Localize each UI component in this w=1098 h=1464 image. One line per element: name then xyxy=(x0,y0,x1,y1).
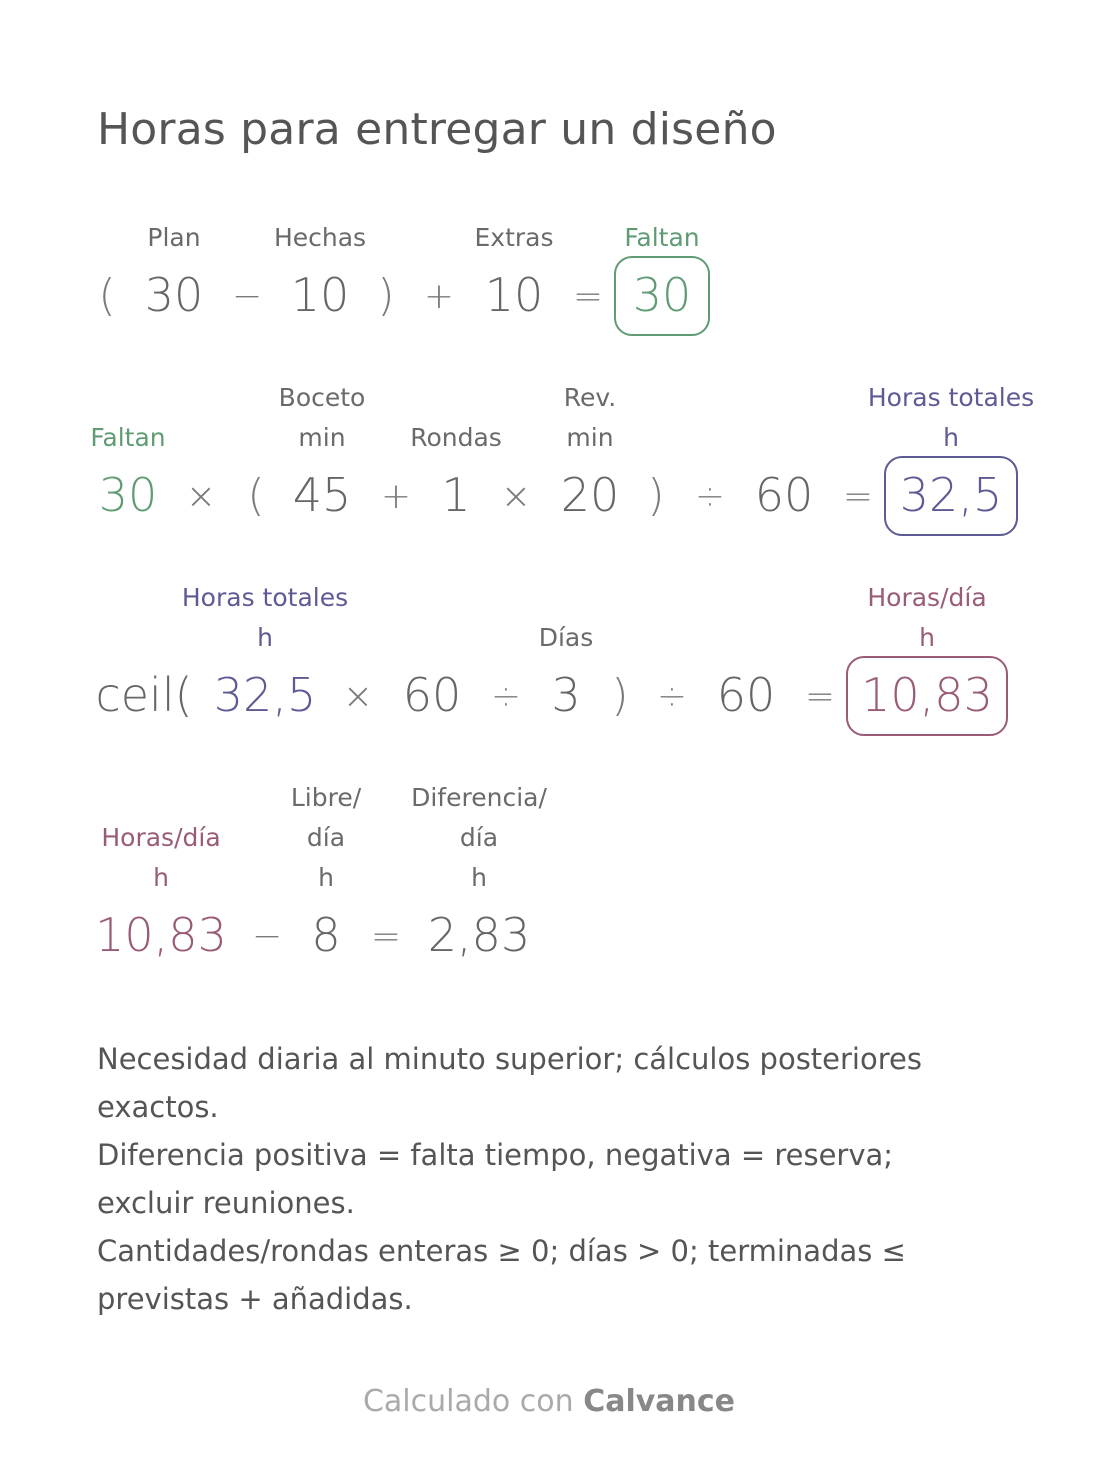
note-daily-need: Necesidad diaria al minuto superior; cálculos posteriores exactos. xyxy=(97,1042,922,1124)
label-horas-dia-unit: h xyxy=(153,863,169,892)
label-horas-totales-unit: h xyxy=(943,423,959,452)
value-boceto[interactable]: 45 xyxy=(292,468,352,522)
close-paren: ) xyxy=(647,470,665,521)
equals-sign: = xyxy=(842,476,874,517)
result-faltan: 30 xyxy=(632,268,692,322)
label-plan: Plan xyxy=(147,223,201,252)
note-difference: Diferencia positiva = falta tiempo, negativa = reserva; excluir reuniones. xyxy=(97,1138,894,1220)
value-horas-dia: 10,83 xyxy=(95,908,227,962)
label-horas-totales: Horas totales xyxy=(867,383,1035,412)
plus-operator: + xyxy=(423,276,455,317)
equals-sign: = xyxy=(804,676,836,717)
value-plan[interactable]: 30 xyxy=(144,268,204,322)
result-diferencia: 2,83 xyxy=(427,908,531,962)
label-libre-dia: día xyxy=(306,823,346,852)
value-horas-totales: 32,5 xyxy=(213,668,317,722)
label-diferencia-unit: h xyxy=(471,863,487,892)
divide-operator: ÷ xyxy=(656,676,688,717)
label-extras: Extras xyxy=(474,223,554,252)
label-libre-unit: h xyxy=(318,863,334,892)
divide-operator: ÷ xyxy=(694,476,726,517)
value-sixty: 60 xyxy=(716,668,776,722)
minus-operator: − xyxy=(251,916,283,957)
label-rev: Rev. xyxy=(563,383,617,412)
value-hechas[interactable]: 10 xyxy=(290,268,350,322)
note-constraints: Cantidades/rondas enteras ≥ 0; días > 0; terminadas ≤ previstas + añadidas. xyxy=(97,1234,906,1316)
equals-sign: = xyxy=(370,916,402,957)
value-rev[interactable]: 20 xyxy=(560,468,620,522)
result-horas-totales: 32,5 xyxy=(899,468,1003,522)
equals-sign: = xyxy=(572,276,604,317)
ceil-function: ceil( xyxy=(95,668,193,722)
label-dias: Días xyxy=(538,623,594,652)
times-operator: × xyxy=(500,476,532,517)
close-paren: ) xyxy=(377,270,395,321)
open-paren: ( xyxy=(98,270,116,321)
label-faltan: Faltan xyxy=(624,223,700,252)
value-sixty: 60 xyxy=(754,468,814,522)
times-operator: × xyxy=(185,476,217,517)
divide-operator: ÷ xyxy=(490,676,522,717)
label-rev-unit: min xyxy=(566,423,614,452)
label-boceto: Boceto xyxy=(278,383,366,412)
value-dias[interactable]: 3 xyxy=(551,668,581,722)
label-diferencia: Diferencia/ xyxy=(411,783,547,812)
times-operator: × xyxy=(342,676,374,717)
value-libre[interactable]: 8 xyxy=(311,908,341,962)
value-faltan: 30 xyxy=(98,468,158,522)
minus-operator: − xyxy=(231,276,263,317)
footer-prefix: Calculado con xyxy=(362,1384,584,1419)
result-horas-dia: 10,83 xyxy=(861,668,993,722)
label-horas-dia-unit: h xyxy=(919,623,935,652)
label-faltan: Faltan xyxy=(90,423,166,452)
label-hechas: Hechas xyxy=(273,223,367,252)
value-sixty: 60 xyxy=(402,668,462,722)
value-rondas[interactable]: 1 xyxy=(441,468,471,522)
label-horas-totales-unit: h xyxy=(257,623,273,652)
label-libre: Libre/ xyxy=(290,783,362,812)
footer-credit xyxy=(0,1384,1098,1419)
value-extras[interactable]: 10 xyxy=(484,268,544,322)
footer-brand[interactable]: Calvance xyxy=(583,1384,736,1419)
label-boceto-unit: min xyxy=(298,423,346,452)
label-diferencia-dia: día xyxy=(459,823,499,852)
label-horas-dia: Horas/día xyxy=(101,823,221,852)
label-rondas: Rondas xyxy=(410,423,502,452)
close-paren: ) xyxy=(611,670,629,721)
page-title: Horas para entregar un diseño xyxy=(97,104,777,155)
plus-operator: + xyxy=(380,476,412,517)
open-paren: ( xyxy=(247,470,265,521)
label-horas-totales: Horas totales xyxy=(181,583,349,612)
label-horas-dia: Horas/día xyxy=(867,583,987,612)
